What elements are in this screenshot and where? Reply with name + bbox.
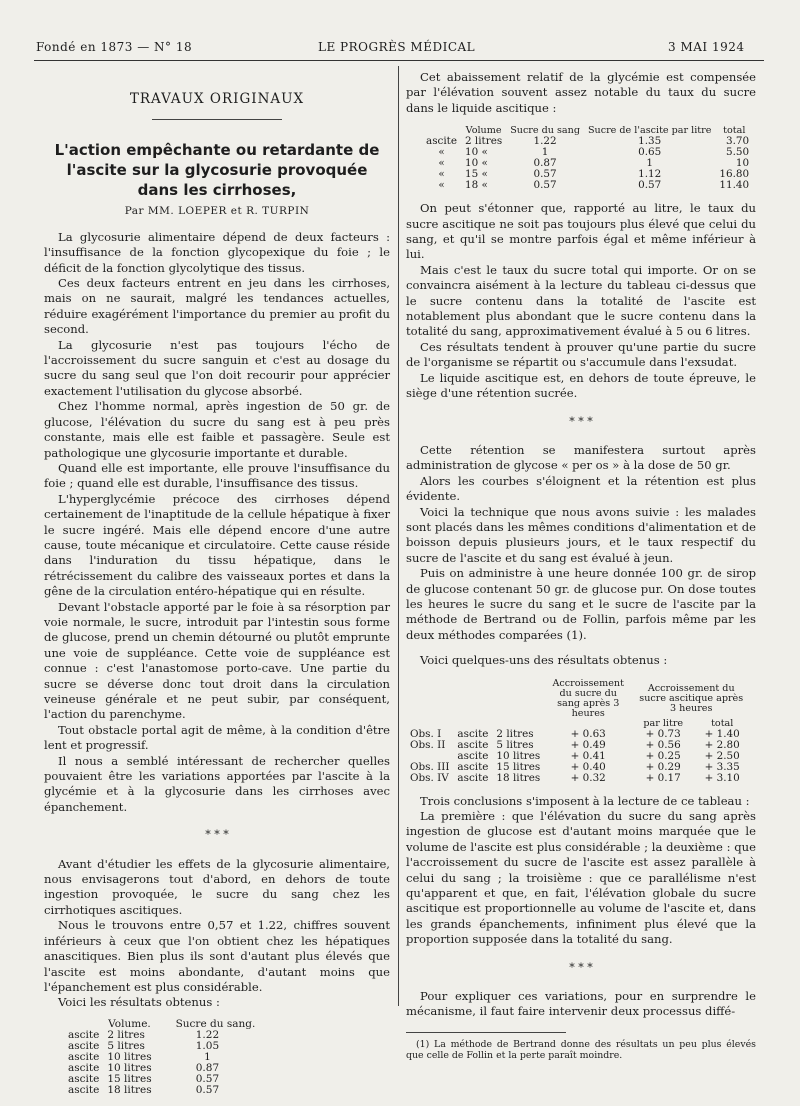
paragraph: Mais c'est le taux du sucre total qui importe. Or on se convaincra aisément à la lecture du tableau ci-dessus que le sucre contenu dans la totalité de l'ascite est notablement plus abondant que le sucre contenu dans la totalité du sang, approximativement évalué à 5 ou 6 litres. — [406, 262, 756, 339]
table-row: Obs. II ascite 5 litres + 0.49 + 0.56 + 2.80 — [410, 738, 740, 751]
table-row: Obs. I ascite 2 litres + 0.63 + 0.73 + 1.40 — [410, 727, 740, 740]
paragraph: L'hyperglycémie précoce des cirrhoses dépend certainement de l'inaptitude de la cellule hépatique à fixer le sucre ingéré. Mais elle dépend encore d'une autre cause, toute mécanique et circulatoire. Cette cause réside dans l'induration du tissu hépatique, dans le rétrécissement du calibre des vaisseaux portes et dans la gêne de la circulation entéro-hépatique qui en résulte. — [44, 491, 390, 599]
table-header: total — [711, 717, 734, 729]
paragraph: Trois conclusions s'imposent à la lecture de ce tableau : — [420, 793, 750, 808]
table-row: ascite 2 litres 1.22 1.35 3.70 — [426, 135, 750, 148]
paragraph: Voici les résultats obtenus : — [58, 995, 220, 1010]
table-header: Accroissement du sucre du sang après 3 heures — [552, 677, 624, 719]
paragraph: Avant d'étudier les effets de la glycosurie alimentaire, nous envisagerons tout d'abord, en dehors de toute ingestion provoquée, le sucre du sang chez les cirrhotiques ascitiques. — [44, 856, 390, 917]
footnote: (1) La méthode de Bertrand donne des résultats un peu plus élevés que celle de Follin et la perte paraît moindre. — [406, 1038, 756, 1061]
table-row: « 10 « 1 0.65 5.50 — [438, 146, 750, 159]
paragraph: Voici la technique que nous avons suivie : les malades sont placés dans les mêmes conditions d'alimentation et de boisson depuis plusieurs jours, et le taux respectif du sucre de l'ascite et du sang est évalué à jeun. — [406, 504, 756, 565]
paragraph: Cet abaissement relatif de la glycémie est compensée par l'élévation souvent assez notable du taux du sucre dans le liquide ascitique : — [406, 70, 756, 115]
table-header: Volume. — [108, 1017, 151, 1030]
table-row: ascite 18 litres 0.57 — [68, 1083, 220, 1096]
paragraph: Ces résultats tendent à prouver qu'une partie du sucre de l'organisme se répartit ou s'accumule dans l'exsudat. — [406, 339, 756, 370]
paragraph: Le liquide ascitique est, en dehors de toute épreuve, le siège d'une rétention sucrée. — [406, 370, 756, 401]
journal-name: LE PROGRÈS MÉDICAL — [318, 40, 476, 54]
column-rule — [398, 66, 399, 1006]
left-column — [44, 70, 390, 1106]
paragraph: Voici quelques-uns des résultats obtenus : — [420, 653, 668, 668]
table-row: « 10 « 0.87 1 10 — [438, 157, 750, 170]
section-stars: * * * — [205, 828, 229, 842]
table-header: par litre — [643, 717, 684, 729]
paragraph: Devant l'obstacle apporté par le foie à sa résorption par voie normale, le sucre, introduit par l'intestin sous forme de glucose, prend un chemin détourné ou plutôt emprunte une voie de suppléance. Cette voie de suppléance est connue : c'est l'anastomose porto-cave. Une partie du sucre se déverse donc tout droit dans la circulation veineuse générale et ne peut subir, par conséquent, l'action du parenchyme. — [44, 599, 390, 722]
paragraph: Quand elle est importante, elle prouve l'insuffisance du foie ; quand elle est durable, l'insuffisance des tissus. — [44, 460, 390, 491]
section-title: TRAVAUX ORIGINAUX — [129, 91, 305, 107]
table-row: « 18 « 0.57 0.57 11.40 — [438, 179, 750, 192]
table-row: ascite 10 litres 1 — [68, 1050, 211, 1063]
table-row: Obs. III ascite 15 litres + 0.40 + 0.29 + 3.35 — [410, 760, 740, 773]
paragraph: Cette rétention se manifestera surtout après administration de glycose « per os » à la dose de 50 gr. — [406, 442, 756, 473]
table-blood-sugar — [64, 1019, 259, 1096]
table-row: Obs. IV ascite 18 litres + 0.32 + 0.17 + 3.10 — [410, 771, 740, 784]
paragraph: Tout obstacle portal agit de même, à la condition d'être lent et progressif. — [44, 722, 390, 753]
paragraph: Ces deux facteurs entrent en jeu dans les cirrhoses, mais on ne saurait, malgré les tendances actuelles, réduire exagérément l'importance du premier au profit du second. — [44, 276, 390, 337]
article-title: L'action empêchante ou retardante de l'ascite sur la glycosurie provoquée dans les cirrhoses, — [54, 141, 380, 200]
right-column — [406, 70, 756, 1061]
paragraph: La glycosurie alimentaire dépend de deux facteurs : l'insuffisance de la fonction glycopexique du foie ; le déficit de la fonction glycolytique des tissus. — [44, 229, 390, 275]
paragraph: Pour expliquer ces variations, pour en surprendre le mécanisme, il faut faire intervenir deux processus diffé- — [406, 989, 756, 1019]
paragraph: Alors les courbes s'éloignent et la rétention est plus évidente. — [406, 473, 756, 504]
running-header — [0, 40, 800, 58]
founded-line: Fondé en 1873 — N° 18 — [36, 40, 193, 54]
paragraph: La première : que l'élévation du sucre du sang après ingestion de glucose est d'autant moins marquée que le volume de l'ascite est plus considérable ; la deuxième : que l'accroissement du sucre de l'ascite est assez parallèle à celui du sang ; la troisième : que ce parallélisme n'est qu'apparent et que, en fait, l'élévation globale du sucre ascitique est proportionnelle au volume de l'ascite et, dans les grands épanchements, infiniment plus élevé que la proportion supposée dans la totalité du sang. — [406, 809, 756, 947]
table-results — [406, 679, 750, 784]
article-authors: Par MM. LOEPER et R. TURPIN — [124, 205, 310, 218]
table-header: Sucre de l'ascite par litre — [587, 125, 712, 137]
table-row: ascite 2 litres 1.22 — [68, 1028, 220, 1041]
paragraph: On peut s'étonner que, rapporté au litre, le taux du sucre ascitique ne soit pas toujours plus élevé que celui du sang, et qu'il se montre parfois égal et même inférieur à lui. — [406, 201, 756, 262]
table-row: ascite 10 litres + 0.41 + 0.25 + 2.50 — [457, 749, 740, 762]
table-row: « 15 « 0.57 1.12 16.80 — [438, 168, 750, 181]
paragraph: La glycosurie n'est pas toujours l'écho de l'accroissement du sucre sanguin et c'est au dosage du sucre du sang seul que l'on doit recourir pour apprécier exactement l'utilisation du glycose absorbé. — [44, 337, 390, 398]
section-stars: * * * — [569, 414, 593, 428]
section-rule — [152, 119, 282, 120]
table-header: Volume — [465, 125, 502, 137]
table-header: total — [723, 125, 746, 137]
table-header: Accroissement du sucre ascitique après 3 heures — [639, 682, 744, 714]
table-row: ascite 5 litres 1.05 — [68, 1039, 220, 1052]
paragraph: Il nous a semblé intéressant de rechercher quelles pouvaient être les variations apportées par l'ascite à la glycémie et à la glycosurie dans les cirrhoses avec épanchement. — [44, 753, 390, 814]
issue-date: 3 MAI 1924 — [668, 40, 745, 54]
table-header: Sucre du sang — [510, 125, 580, 137]
paragraph: Puis on administre à une heure donnée 100 gr. de sirop de glucose contenant 50 gr. de glucose pur. On dose toutes les heures le sucre du sang et le sucre de l'ascite par la méthode de Bertrand ou de Follin, parfois même par les deux méthodes comparées (1). — [406, 566, 756, 642]
paragraph: Nous le trouvons entre 0,57 et 1.22, chiffres souvent inférieurs à ceux que l'on obtient chez les hépatiques anascitiques. Bien plus ils sont d'autant plus élevés que l'ascite est moins abondante, d'autant moins que l'épanchement est plus considérable. — [44, 918, 390, 994]
paragraph: Chez l'homme normal, après ingestion de 50 gr. de glucose, l'élévation du sucre du sang est à peu près constante, mais elle est faible et passagère. Seule est pathologique une glycosurie importante et durable. — [44, 399, 390, 460]
header-rule — [34, 60, 764, 61]
table-row: ascite 15 litres 0.57 — [68, 1072, 220, 1085]
table-header: Sucre du sang. — [175, 1017, 256, 1030]
table-ascite-sugar — [422, 126, 753, 191]
section-stars: * * * — [569, 960, 593, 974]
footnote-rule — [406, 1032, 566, 1033]
table-row: ascite 10 litres 0.87 — [68, 1061, 220, 1074]
